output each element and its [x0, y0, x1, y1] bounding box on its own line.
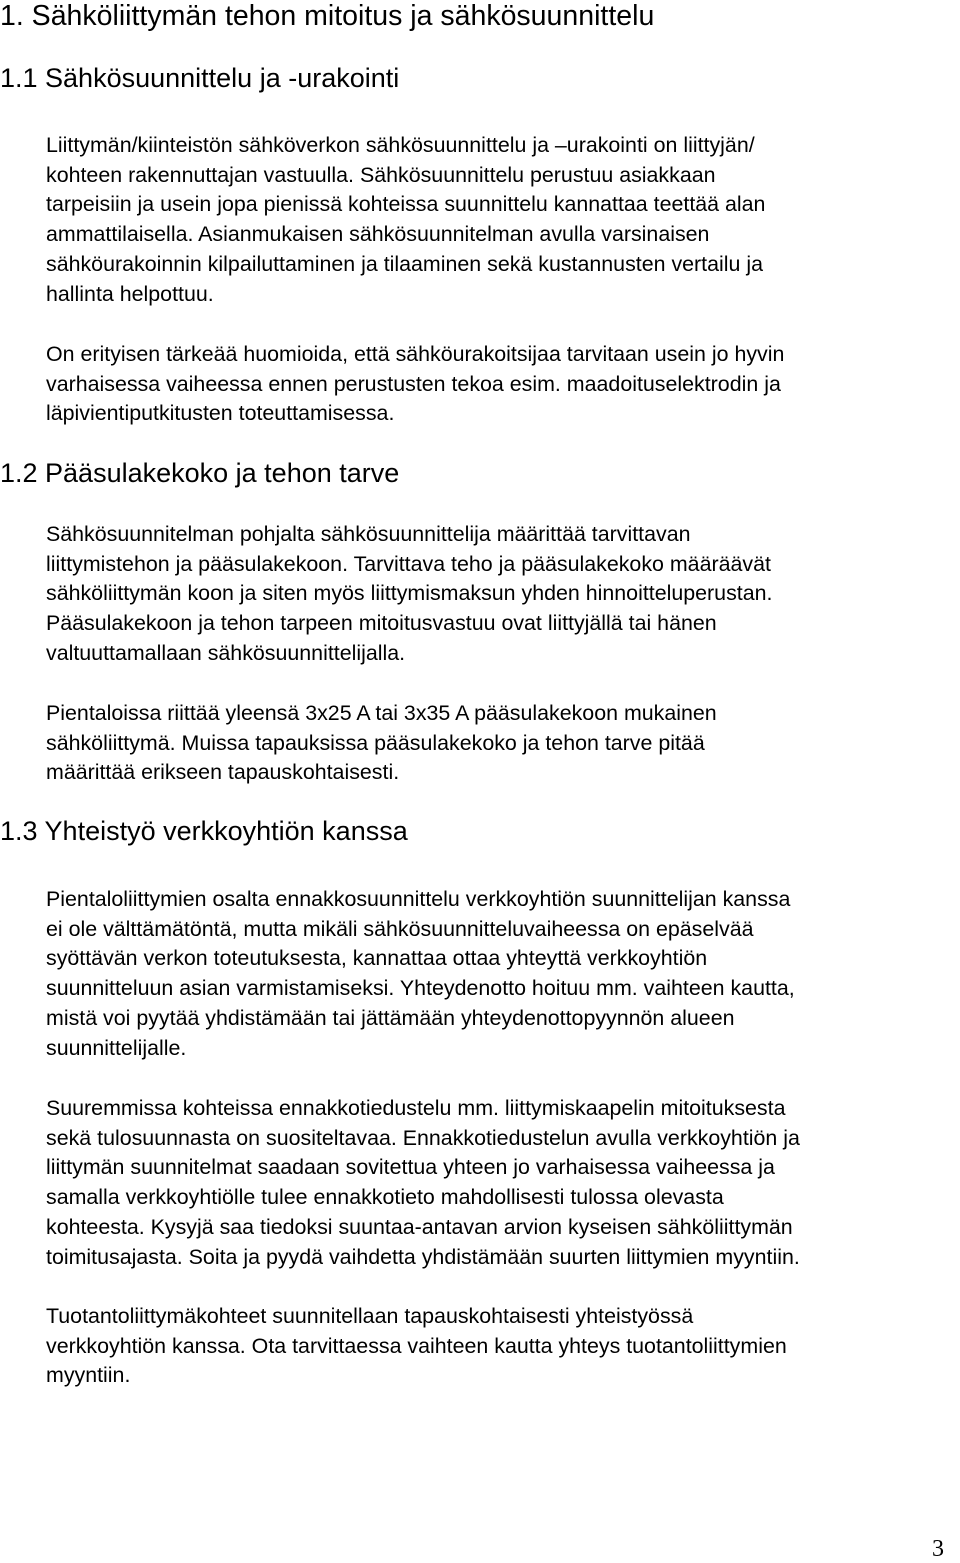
paragraph-1-3-1 — [46, 885, 958, 1063]
text-line: toimitusajasta. Soita ja pyydä vaihdetta yhdistämään suurten liittymien myyntiin. — [46, 1244, 800, 1269]
text-line: ammattilaisella. Asianmukaisen sähkösuunnitelman avulla varsinaisen — [46, 222, 710, 247]
text-line: liittymistehon ja pääsulakekoon. Tarvittava teho ja pääsulakekoko määräävät — [46, 551, 771, 576]
text-line: verkkoyhtiön kanssa. Ota tarvittaessa vaihteen kautta yhteys tuotantoliittymien — [46, 1333, 787, 1358]
paragraph-1-1-2 — [46, 340, 958, 429]
text-line: sähköurakoinnin kilpailuttaminen ja tilaaminen sekä kustannusten vertailu ja — [46, 251, 764, 276]
text-line: määrittää erikseen tapauskohtaisesti. — [46, 760, 400, 785]
text-line: suunnitteluun asian varmistamiseksi. Yhteydenotto hoituu mm. vaihteen kautta, — [46, 976, 795, 1001]
text-line: ei ole välttämätöntä, mutta mikäli sähkösuunnitteluvaiheessa on epäselvää — [46, 916, 754, 941]
section-heading-1-1: 1.1 Sähkösuunnittelu ja -urakointi — [0, 63, 400, 93]
paragraph-1-2-2 — [46, 699, 958, 788]
text-line: kohteesta. Kysyjä saa tiedoksi suuntaa-antavan arvion kyseisen sähköliittymän — [46, 1214, 793, 1239]
text-line: mistä voi pyytää yhdistämään tai jättämään yhteydenottopyynnön alueen — [46, 1005, 735, 1030]
paragraph-1-2-1 — [46, 520, 958, 669]
text-line: Liittymän/kiinteistön sähköverkon sähkösuunnittelu ja –urakointi on liittyjän/ — [46, 133, 755, 157]
text-line: läpivientiputkitusten toteuttamisessa. — [46, 401, 395, 426]
text-line: samalla verkkoyhtiölle tulee ennakkotieto mahdollisesti tulossa olevasta — [46, 1185, 724, 1210]
section-heading-1-3: 1.3 Yhteistyö verkkoyhtiön kanssa — [0, 816, 408, 846]
text-line: Pääsulakekoon ja tehon tarpeen mitoitusvastuu ovat liittyjällä tai hänen — [46, 611, 717, 636]
text-line: sekä tulosuunnasta on suositeltavaa. Ennakkotiedustelun avulla verkkoyhtiön ja — [46, 1125, 800, 1150]
text-line: kohteen rakennuttajan vastuulla. Sähkösuunnittelu perustuu asiakkaan — [46, 162, 716, 187]
text-line: Pientaloliittymien osalta ennakkosuunnittelu verkkoyhtiön suunnittelijan kanssa — [46, 887, 791, 911]
text-line: myyntiin. — [46, 1363, 131, 1388]
page-number: 3 — [932, 1536, 944, 1562]
text-line: syöttävän verkon toteutuksesta, kannattaa ottaa yhteyttä verkkoyhtiön — [46, 946, 708, 971]
text-line: Pientaloissa riittää yleensä 3x25 A tai 3x35 A pääsulakekoon mukainen — [46, 701, 717, 725]
text-line: liittymän suunnitelmat saadaan sovitettua yhteen jo varhaisessa vaiheessa ja — [46, 1155, 775, 1180]
text-line: sähköliittymän koon ja siten myös liittymismaksun yhden hinnoitteluperustan. — [46, 581, 773, 606]
text-line: Suuremmissa kohteissa ennakkotiedustelu mm. liittymiskaapelin mitoituksesta — [46, 1096, 786, 1120]
paragraph-1-3-2 — [46, 1094, 958, 1272]
section-heading-1-2: 1.2 Pääsulakekoko ja tehon tarve — [0, 458, 400, 488]
text-line: suunnittelijalle. — [46, 1035, 187, 1060]
text-line: varhaisessa vaiheessa ennen perustusten tekoa esim. maadoituselektrodin ja — [46, 371, 781, 396]
paragraph-1-3-3 — [46, 1302, 958, 1391]
text-line: Sähkösuunnitelman pohjalta sähkösuunnittelija määrittää tarvittavan — [46, 522, 691, 546]
text-line: Tuotantoliittymäkohteet suunnitellaan tapauskohtaisesti yhteistyössä — [46, 1304, 694, 1328]
text-line: sähköliittymä. Muissa tapauksissa pääsulakekoko ja tehon tarve pitää — [46, 730, 705, 755]
paragraph-1-1-1 — [46, 131, 958, 309]
text-line: On erityisen tärkeää huomioida, että sähköurakoitsijaa tarvitaan usein jo hyvin — [46, 342, 785, 366]
text-line: valtuuttamallaan sähkösuunnittelijalla. — [46, 640, 406, 665]
text-line: tarpeisiin ja usein jopa pienissä kohteissa suunnittelu kannattaa teettää alan — [46, 192, 766, 217]
main-heading: 1. Sähköliittymän tehon mitoitus ja sähkösuunnittelu — [0, 0, 655, 32]
text-line: hallinta helpottuu. — [46, 281, 214, 306]
